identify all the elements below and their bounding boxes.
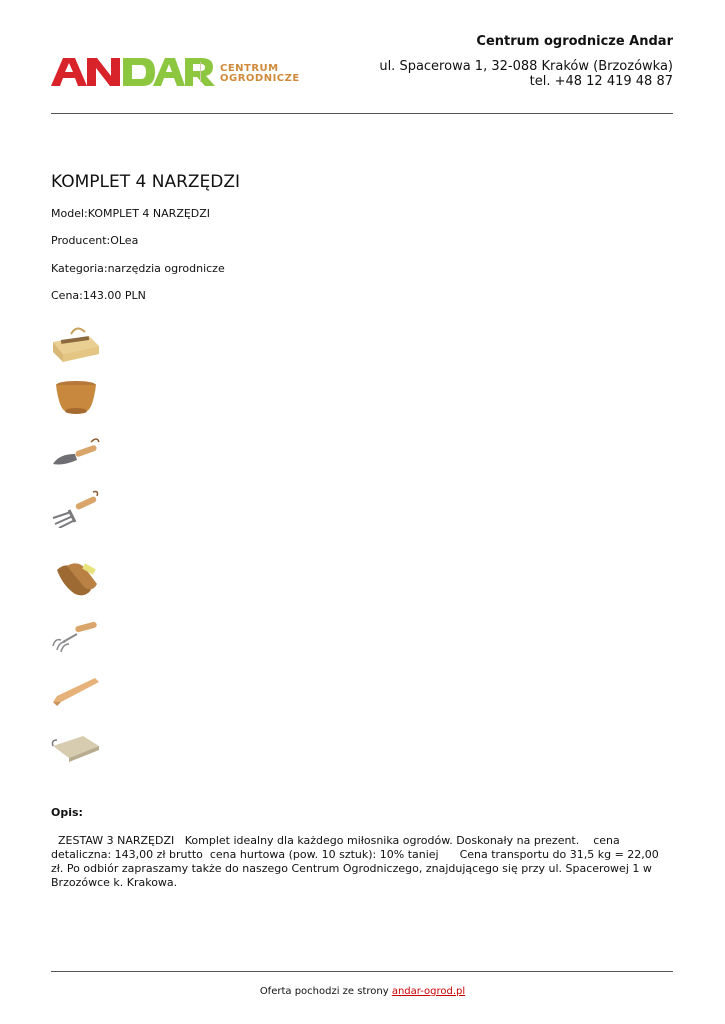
wooden-tool-box-icon[interactable] xyxy=(51,324,101,364)
header-divider xyxy=(51,113,673,114)
product-price: Cena:143.00 PLN xyxy=(51,289,146,302)
company-address: ul. Spacerowa 1, 32-088 Kraków (Brzozówka) xyxy=(379,59,673,74)
logo-subtitle xyxy=(220,64,300,84)
product-category: Kategoria:narzędzia ogrodnicze xyxy=(51,262,225,275)
jute-pot-icon[interactable] xyxy=(51,378,101,418)
description-label: Opis: xyxy=(51,806,83,819)
logo-subtitle-line2: OGRODNICZE xyxy=(220,73,300,84)
logo-subtitle-line1: CENTRUM xyxy=(220,63,279,74)
footer xyxy=(0,986,725,997)
footer-prefix: Oferta pochodzi ze strony xyxy=(259,986,392,997)
footer-link[interactable]: andar-ogrod.pl xyxy=(391,986,466,997)
hand-fork-icon[interactable] xyxy=(51,488,101,528)
wooden-dibber-icon[interactable] xyxy=(51,668,101,708)
product-model: Model:KOMPLET 4 NARZĘDZI xyxy=(51,207,211,220)
hand-trowel-icon[interactable] xyxy=(51,432,101,472)
product-producer: Producent:OLea xyxy=(51,234,139,247)
product-title: KOMPLET 4 NARZĘDZI xyxy=(51,172,241,192)
garden-gloves-icon[interactable] xyxy=(51,560,101,600)
footer-divider xyxy=(51,971,673,972)
logo-divider xyxy=(200,62,201,82)
company-name: Centrum ogrodnicze Andar xyxy=(476,34,673,49)
description-text: ZESTAW 3 NARZĘDZI Komplet idealny dla każdego miłosnika ogrodów. Doskonały na prezent. cena detaliczna: 143,00 zł brutto cena hurtowa (pow. 10 sztuk): 10% taniej Cena transportu do 31,5 kg = 22,00 zł. Po odbiór zapraszamy także do naszego Centrum Ogrodniczego, znajdującego się przy ul. Spacerowej 1 w Brzozówce k. Krakowa. xyxy=(51,834,663,889)
hand-cultivator-icon[interactable] xyxy=(51,614,101,654)
kneeling-pad-icon[interactable] xyxy=(51,724,101,764)
company-phone: tel. +48 12 419 48 87 xyxy=(529,74,673,89)
